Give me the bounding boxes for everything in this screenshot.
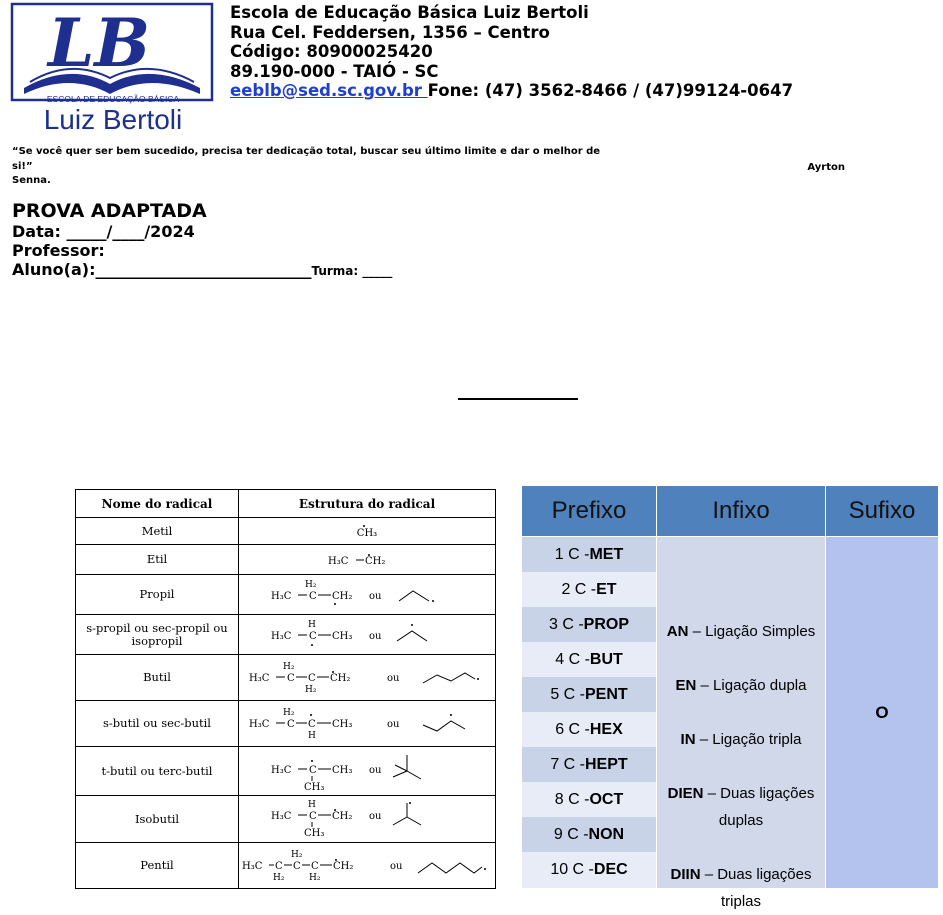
chem-label: H₃C: [249, 718, 270, 730]
chem-label: H: [308, 619, 316, 630]
suffix-cell: O: [826, 537, 938, 888]
chem-label: H₃C: [271, 590, 292, 602]
chem-label: CH₂: [333, 860, 354, 872]
prefix-cell: 3 C - PROP: [522, 607, 656, 642]
prefix-cell: 7 C - HEPT: [522, 747, 656, 782]
exam-class[interactable]: Turma: _____: [311, 264, 393, 278]
or-label: ou: [369, 764, 382, 776]
or-label: ou: [369, 811, 382, 822]
or-label: ou: [387, 672, 400, 684]
radical-structure: [239, 545, 496, 575]
quote-block: [12, 145, 872, 189]
radical-structure: [239, 575, 496, 615]
chem-label: H₂: [291, 849, 303, 860]
chem-label: H₃C: [242, 860, 263, 872]
chem-label: H₂: [305, 684, 317, 695]
quote-author-first: Ayrton: [807, 162, 845, 173]
chem-label: H: [308, 730, 316, 741]
email-link[interactable]: eeblb@sed.sc.gov.br: [230, 81, 428, 100]
chem-label: H₃C: [271, 811, 292, 822]
radical-name: Pentil: [76, 843, 239, 889]
radical-header-structure: Estrutura do radical: [239, 490, 496, 518]
exam-info: [12, 200, 392, 281]
radical-structure: [239, 701, 496, 747]
infix-item: AN – Ligação Simples: [666, 623, 816, 640]
chem-label: H₂: [309, 872, 321, 883]
chem-label: CH₂: [365, 555, 386, 567]
chem-label: C: [309, 811, 317, 822]
chem-label: CH₃: [304, 828, 325, 839]
school-info: [230, 3, 793, 101]
quote-line-2: si!”: [12, 160, 33, 172]
prefix-cell: 1 C - MET: [522, 537, 656, 572]
chem-label: CH₃: [332, 764, 353, 776]
chem-label: CH₃: [356, 528, 378, 539]
infix-item: IN – Ligação tripla: [680, 731, 802, 748]
chem-label: C: [311, 860, 319, 872]
table-row: [76, 747, 496, 796]
table-row: [76, 615, 496, 655]
exam-student[interactable]: Aluno(a):___________________________: [12, 260, 312, 279]
table-row: [76, 575, 496, 615]
chem-label: C: [309, 630, 317, 642]
infix-item: EN – Ligação dupla: [675, 677, 807, 694]
table-row: [76, 545, 496, 575]
header-prefix: Prefixo: [522, 486, 656, 536]
radical-name: Metil: [76, 518, 239, 545]
exam-date[interactable]: Data: _____/____/2024: [12, 222, 195, 241]
chem-label: C: [308, 672, 316, 684]
table-row: [76, 518, 496, 545]
radical-header-name: Nome do radical: [76, 490, 239, 518]
header-suffix: Sufixo: [826, 486, 938, 536]
chem-label: CH₂: [332, 590, 353, 602]
exam-teacher[interactable]: Professor:: [12, 241, 105, 260]
radical-structure: [239, 843, 496, 889]
radical-structure: [239, 796, 496, 843]
or-label: ou: [369, 590, 382, 602]
chem-label: C: [287, 718, 295, 730]
school-name: Escola de Educação Básica Luiz Bertoli: [230, 3, 589, 22]
chem-label: H₂: [273, 872, 285, 883]
chem-label: H₃C: [249, 672, 270, 684]
radical-name: t-butil ou terc-butil: [76, 747, 239, 796]
school-code: Código: 80900025420: [230, 42, 433, 61]
chem-label: H₃C: [271, 630, 292, 642]
chem-label: CH₃: [332, 718, 353, 730]
infix-item: DIIN – Duas ligações triplas: [670, 866, 812, 910]
quote-line-1: “Se você quer ser bem sucedido, precisa ter dedicação total, buscar seu último limite e dar o melhor de: [12, 146, 601, 157]
infix-item: DIEN – Duas ligações duplas: [667, 785, 815, 829]
radical-name: s-butil ou sec-butil: [76, 701, 239, 747]
chem-label: C: [287, 672, 295, 684]
chem-label: CH₂: [330, 672, 351, 684]
chem-label: H₂: [283, 707, 295, 718]
radical-name: Isobutil: [76, 796, 239, 843]
or-label: ou: [390, 860, 403, 872]
radical-structure: [239, 615, 496, 655]
phone-text: Fone: (47) 3562-8466 / (47)99124-0647: [427, 81, 794, 100]
chem-label: H₃C: [328, 555, 349, 567]
radical-table: [75, 489, 496, 889]
prefix-cell: 4 C - BUT: [522, 642, 656, 677]
radical-name: Propil: [76, 575, 239, 615]
nomenclature-table: [522, 486, 938, 910]
radical-name: s-propil ou sec-propil ou isopropil: [76, 615, 239, 655]
radical-structure: [239, 518, 496, 545]
contact-line: [230, 81, 793, 101]
chem-label: C: [308, 718, 316, 730]
school-address: Rua Cel. Feddersen, 1356 – Centro: [230, 22, 550, 42]
chem-label: C: [309, 764, 317, 776]
chem-label: CH₃: [332, 630, 353, 642]
chem-label: H₃C: [271, 764, 292, 776]
or-label: ou: [369, 630, 382, 642]
chem-label: CH₂: [332, 811, 353, 822]
prefix-cell: 6 C - HEX: [522, 712, 656, 747]
radical-structure: [239, 747, 496, 796]
logo-letters: LB: [48, 4, 151, 82]
prefix-cell: 5 C - PENT: [522, 677, 656, 712]
prefix-cell: 10 C - DEC: [522, 852, 656, 888]
infix-column: [657, 537, 825, 910]
table-row: [76, 655, 496, 701]
chem-label: H: [308, 800, 316, 810]
radical-structure: [239, 655, 496, 701]
chem-label: C: [275, 860, 283, 872]
school-logo: [10, 2, 216, 132]
chem-label: H₂: [283, 661, 295, 672]
exam-title: PROVA ADAPTADA: [12, 200, 207, 222]
header-infix: Infixo: [657, 486, 825, 536]
prefix-cell: 2 C - ET: [522, 572, 656, 607]
or-label: ou: [387, 718, 400, 730]
school-city: 89.190-000 - TAIÓ - SC: [230, 61, 439, 81]
prefix-cell: 9 C - NON: [522, 817, 656, 852]
chem-label: C: [293, 860, 301, 872]
chem-label: H₂: [305, 579, 317, 590]
chem-label: CH₃: [304, 781, 325, 793]
exam-student-row: [12, 260, 392, 281]
title-underline: [458, 398, 578, 400]
table-row: [76, 701, 496, 747]
radical-name: Butil: [76, 655, 239, 701]
table-row: [76, 843, 496, 889]
table-row: [76, 796, 496, 843]
radical-name: Etil: [76, 545, 239, 575]
logo-name: Luiz Bertoli: [43, 104, 183, 132]
quote-author-last: Senna.: [12, 175, 51, 186]
prefix-cell: 8 C - OCT: [522, 782, 656, 817]
logo-caption: ESCOLA DE EDUCAÇÃO BÁSICA: [46, 94, 180, 104]
chem-label: C: [309, 590, 317, 602]
